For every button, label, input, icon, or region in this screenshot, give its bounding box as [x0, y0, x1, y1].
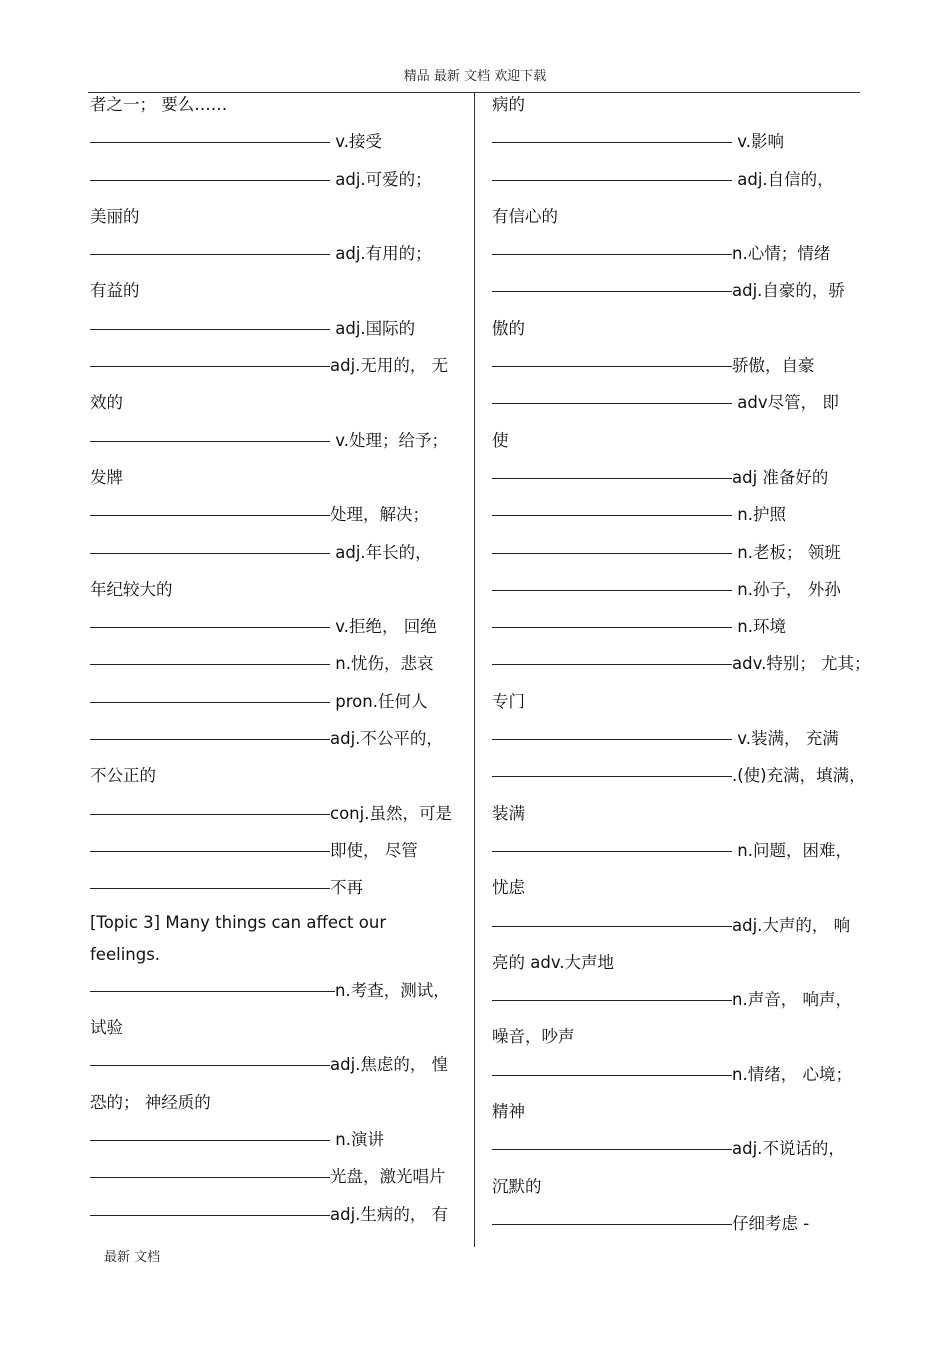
- left-row: [90, 496, 470, 533]
- answer-blank[interactable]: [90, 1215, 330, 1216]
- answer-blank[interactable]: [492, 1224, 732, 1225]
- left-row: [90, 645, 470, 682]
- vocab-text: 者之一； 要么……: [90, 95, 228, 114]
- vocab-text: n.声音， 响声，: [732, 990, 852, 1010]
- vocab-text: adj.不公平的，: [330, 729, 443, 749]
- answer-blank[interactable]: [90, 553, 330, 554]
- vocab-text: 处理，解决；: [330, 505, 429, 525]
- answer-blank[interactable]: [492, 776, 732, 777]
- answer-blank[interactable]: [492, 1075, 732, 1076]
- right-row: [492, 86, 872, 123]
- vocab-text: n.忧伤，悲哀: [330, 654, 434, 674]
- vocab-text: adj.自豪的，骄: [732, 281, 845, 301]
- left-row: [90, 347, 470, 384]
- vocab-text: 忧虑: [492, 878, 525, 898]
- vocab-text: v.拒绝， 回绝: [330, 617, 437, 637]
- right-row: [492, 795, 872, 832]
- answer-blank[interactable]: [492, 291, 732, 292]
- left-row: [90, 235, 470, 272]
- right-row: [492, 1093, 872, 1130]
- vocab-text: 试验: [90, 1018, 123, 1038]
- answer-blank[interactable]: [90, 366, 330, 367]
- right-row: [492, 422, 872, 459]
- vocab-text: 亮的 adv.大声地: [492, 952, 615, 972]
- vocab-text: 沉默的: [492, 1176, 542, 1196]
- answer-blank[interactable]: [492, 553, 732, 554]
- answer-blank[interactable]: [90, 1065, 330, 1066]
- column-divider: [474, 93, 475, 1247]
- answer-blank[interactable]: [492, 1149, 732, 1150]
- answer-blank[interactable]: [90, 142, 330, 143]
- left-row: [90, 1196, 470, 1233]
- answer-blank[interactable]: [90, 441, 330, 442]
- vocab-text: 效的: [90, 393, 123, 413]
- left-row: [90, 459, 470, 496]
- vocab-text: adj 准备好的: [732, 467, 829, 487]
- page-footer: 最新 文档: [104, 1250, 161, 1265]
- vocab-text: 噪音，吵声: [492, 1027, 575, 1047]
- right-row: [492, 645, 872, 682]
- answer-blank[interactable]: [90, 664, 330, 665]
- vocab-text: adj.有用的；: [330, 244, 432, 264]
- right-row: [492, 310, 872, 347]
- vocab-text: 精神: [492, 1102, 525, 1122]
- vocab-text: n.演讲: [330, 1129, 384, 1149]
- vocab-text: [Topic 3] Many things can affect our: [90, 912, 387, 932]
- vocab-text: 傲的: [492, 318, 525, 338]
- vocab-text: 恐的； 神经质的: [90, 1092, 211, 1112]
- left-row: [90, 683, 470, 720]
- vocab-text: adj.国际的: [330, 318, 416, 338]
- answer-blank[interactable]: [492, 142, 732, 143]
- vocab-text: adj.大声的， 响: [732, 915, 851, 935]
- answer-blank[interactable]: [492, 515, 732, 516]
- vocab-text: conj.虽然，可是: [330, 803, 452, 823]
- right-row: [492, 981, 872, 1018]
- right-column: [492, 86, 872, 1242]
- vocab-text: adv.特别； 尤其；: [732, 654, 871, 674]
- vocab-text: adj.不说话的，: [732, 1139, 845, 1159]
- right-row: [492, 832, 872, 869]
- right-row: [492, 534, 872, 571]
- vocab-text: 骄傲，自豪: [732, 356, 815, 376]
- vocab-text: 使: [492, 430, 509, 450]
- vocab-text: 病的: [492, 95, 525, 114]
- right-row: [492, 869, 872, 906]
- right-row: [492, 459, 872, 496]
- vocab-text: n.老板； 领班: [732, 542, 841, 562]
- page-header: 精品 最新 文档 欢迎下载: [403, 69, 547, 84]
- left-row: [90, 757, 470, 794]
- vocab-text: adj.无用的， 无: [330, 356, 449, 376]
- left-row: [90, 1046, 470, 1083]
- answer-blank[interactable]: [90, 702, 330, 703]
- answer-blank[interactable]: [90, 851, 330, 852]
- right-row: [492, 347, 872, 384]
- answer-blank[interactable]: [90, 627, 330, 628]
- answer-blank[interactable]: [492, 366, 732, 367]
- answer-blank[interactable]: [492, 590, 732, 591]
- vocab-text: v.处理；给予；: [330, 430, 448, 450]
- vocab-text: 仔细考虑 -: [732, 1213, 810, 1233]
- left-row: [90, 832, 470, 869]
- vocab-text: n.情绪， 心境；: [732, 1064, 852, 1084]
- answer-blank[interactable]: [492, 627, 732, 628]
- left-row: [90, 1158, 470, 1195]
- answer-blank[interactable]: [90, 888, 330, 889]
- right-row: [492, 944, 872, 981]
- vocab-text: 光盘，激光唱片: [330, 1167, 446, 1187]
- answer-blank[interactable]: [90, 515, 330, 516]
- left-row: [90, 608, 470, 645]
- right-row: [492, 1205, 872, 1242]
- vocab-text: n.孙子， 外孙: [732, 579, 841, 599]
- right-row: [492, 496, 872, 533]
- vocab-text: 有益的: [90, 281, 140, 301]
- left-row: [90, 1009, 470, 1046]
- vocab-text: n.考查，测试，: [335, 980, 450, 1000]
- answer-blank[interactable]: [90, 739, 330, 740]
- vocab-text: v.接受: [330, 132, 382, 152]
- vocab-text: v.影响: [732, 132, 784, 152]
- left-row: [90, 161, 470, 198]
- vocab-text: n.护照: [732, 505, 786, 525]
- right-row: [492, 123, 872, 160]
- vocab-text: 美丽的: [90, 206, 140, 226]
- vocab-text: 有信心的: [492, 206, 558, 226]
- vocab-text: 不公正的: [90, 766, 156, 786]
- answer-blank[interactable]: [492, 851, 732, 852]
- vocab-text: .(使)充满，填满，: [732, 766, 866, 786]
- left-row: [90, 939, 470, 972]
- answer-blank[interactable]: [492, 926, 732, 927]
- left-row: [90, 1121, 470, 1158]
- answer-blank[interactable]: [492, 254, 732, 255]
- vocab-text: n.环境: [732, 617, 786, 637]
- answer-blank[interactable]: [492, 1000, 732, 1001]
- left-row: [90, 907, 470, 940]
- vocab-text: n.问题，困难，: [732, 840, 852, 860]
- vocab-text: adj.年长的，: [330, 542, 432, 562]
- right-row: [492, 720, 872, 757]
- vocab-text: feelings.: [90, 945, 161, 965]
- vocab-text: adj.自信的，: [732, 169, 834, 189]
- left-row: [90, 795, 470, 832]
- left-column: [90, 86, 470, 1233]
- left-row: [90, 422, 470, 459]
- right-row: [492, 384, 872, 421]
- vocab-text: pron.任何人: [330, 691, 428, 711]
- left-row: [90, 272, 470, 309]
- right-row: [492, 1168, 872, 1205]
- left-row: [90, 869, 470, 906]
- left-row: [90, 86, 470, 123]
- answer-blank[interactable]: [90, 814, 330, 815]
- vocab-text: 装满: [492, 803, 525, 823]
- answer-blank[interactable]: [492, 478, 732, 479]
- right-row: [492, 272, 872, 309]
- answer-blank[interactable]: [492, 403, 732, 404]
- right-row: [492, 1018, 872, 1055]
- answer-blank[interactable]: [90, 1140, 330, 1141]
- answer-blank[interactable]: [90, 254, 330, 255]
- answer-blank[interactable]: [90, 329, 330, 330]
- left-row: [90, 534, 470, 571]
- right-row: [492, 683, 872, 720]
- left-row: [90, 972, 470, 1009]
- vocab-text: n.心情；情绪: [732, 244, 831, 264]
- vocab-text: adj.可爱的；: [330, 169, 432, 189]
- vocab-text: 专门: [492, 691, 525, 711]
- vocab-text: adv尽管， 即: [732, 393, 839, 413]
- answer-blank[interactable]: [90, 1177, 330, 1178]
- right-row: [492, 198, 872, 235]
- answer-blank[interactable]: [492, 180, 732, 181]
- right-row: [492, 907, 872, 944]
- answer-blank[interactable]: [90, 991, 335, 992]
- vocab-text: v.装满， 充满: [732, 729, 839, 749]
- vocab-text: 年纪较大的: [90, 579, 173, 599]
- left-row: [90, 198, 470, 235]
- vocab-text: 发牌: [90, 467, 123, 487]
- right-row: [492, 1130, 872, 1167]
- left-row: [90, 310, 470, 347]
- right-row: [492, 757, 872, 794]
- vocab-text: adj.生病的， 有: [330, 1204, 449, 1224]
- right-row: [492, 1056, 872, 1093]
- vocab-text: 即使， 尽管: [330, 840, 418, 860]
- right-row: [492, 161, 872, 198]
- left-row: [90, 1084, 470, 1121]
- right-row: [492, 235, 872, 272]
- left-row: [90, 720, 470, 757]
- left-row: [90, 123, 470, 160]
- answer-blank[interactable]: [90, 180, 330, 181]
- vocab-text: adj.焦虑的， 惶: [330, 1055, 449, 1075]
- answer-blank[interactable]: [492, 739, 732, 740]
- vocab-text: 不再: [330, 878, 363, 898]
- answer-blank[interactable]: [492, 664, 732, 665]
- right-row: [492, 608, 872, 645]
- left-row: [90, 571, 470, 608]
- left-row: [90, 384, 470, 421]
- right-row: [492, 571, 872, 608]
